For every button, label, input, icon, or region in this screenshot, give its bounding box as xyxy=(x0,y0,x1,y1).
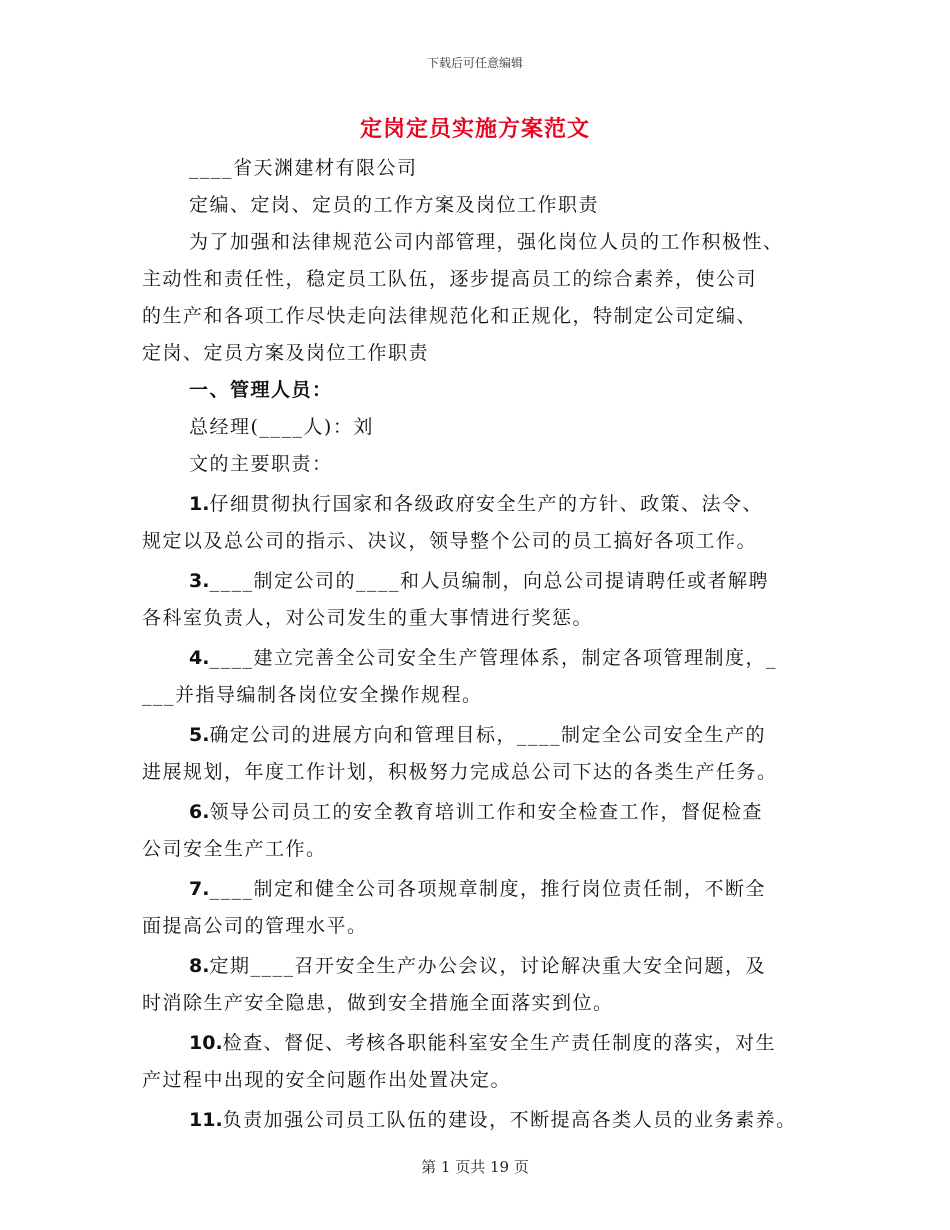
item-text: ____建立完善全公司安全生产管理体系，制定各项管理制度，_ xyxy=(209,647,777,669)
document-body xyxy=(142,150,822,1139)
intro-line-4: 定岗、定员方案及岗位工作职责 xyxy=(142,342,430,364)
gm-line: 总经理(____人)：刘 xyxy=(189,416,374,438)
document-title: 定岗定员实施方案范文 xyxy=(359,116,590,142)
company-line: ____省天渊建材有限公司 xyxy=(189,157,418,179)
list-item xyxy=(142,486,822,523)
item-number: 10. xyxy=(189,1032,223,1054)
item-number: 6. xyxy=(189,801,210,823)
item-number: 11. xyxy=(189,1109,223,1131)
page-header-note: 下载后可任意编辑 xyxy=(426,56,523,70)
item-text: 确定公司的进展方向和管理目标，____制定全公司安全生产的 xyxy=(209,724,766,746)
intro-line-3: 的生产和各项工作尽快走向法律规范化和正规化，特制定公司定编、 xyxy=(142,305,758,327)
item-text: 领导公司员工的安全教育培训工作和安全检查工作，督促检查 xyxy=(209,801,763,823)
subtitle-line: 定编、定岗、定员的工作方案及岗位工作职责 xyxy=(189,194,600,216)
item-number: 7. xyxy=(189,878,210,900)
section-heading: 一、管理人员： xyxy=(189,379,333,401)
page-number: 第 1 页共 19 页 xyxy=(421,1158,529,1176)
item-number: 4. xyxy=(189,647,210,669)
item-number: 8. xyxy=(189,955,210,977)
duties-label: 文的主要职责： xyxy=(189,453,333,475)
item-continuation: 面提高公司的管理水平。 xyxy=(142,915,368,937)
item-continuation: 规定以及总公司的指示、决议，领导整个公司的员工搞好各项工作。 xyxy=(142,530,758,552)
item-continuation: 产过程中出现的安全问题作出处置决定。 xyxy=(142,1069,512,1091)
list-item xyxy=(142,563,822,600)
item-text: 检查、督促、考核各职能科室安全生产责任制度的落实，对生 xyxy=(222,1032,777,1054)
item-text: 仔细贯彻执行国家和各级政府安全生产的方针、政策、法令、 xyxy=(209,493,763,515)
item-text: 定期____召开安全生产办公会议，讨论解决重大安全问题，及 xyxy=(209,955,766,977)
intro-line-1: 为了加强和法律规范公司内部管理，强化岗位人员的工作积极性、 xyxy=(189,231,784,253)
list-item xyxy=(142,871,822,908)
item-number: 3. xyxy=(189,570,210,592)
list-item xyxy=(142,948,822,985)
item-text: ____制定公司的____和人员编制，向总公司提请聘任或者解聘 xyxy=(209,570,769,592)
list-item xyxy=(142,794,822,831)
item-text: ____制定和健全公司各项规章制度，推行岗位责任制，不断全 xyxy=(209,878,766,900)
item-text: 负责加强公司员工队伍的建设，不断提高各类人员的业务素养。 xyxy=(222,1109,797,1131)
item-continuation: 各科室负责人，对公司发生的重大事情进行奖惩。 xyxy=(142,607,594,629)
list-item xyxy=(142,1025,822,1062)
item-number: 5. xyxy=(189,724,210,746)
intro-line-2: 主动性和责任性，稳定员工队伍，逐步提高员工的综合素养，使公司 xyxy=(142,268,758,290)
list-item xyxy=(142,640,822,677)
item-continuation: ___并指导编制各岗位安全操作规程。 xyxy=(142,684,483,706)
item-continuation: 时消除生产安全隐患，做到安全措施全面落实到位。 xyxy=(142,992,614,1014)
list-item xyxy=(142,1102,822,1139)
list-item xyxy=(142,717,822,754)
item-continuation: 进展规划，年度工作计划，积极努力完成总公司下达的各类生产任务。 xyxy=(142,761,778,783)
item-number: 1. xyxy=(189,493,210,515)
item-continuation: 公司安全生产工作。 xyxy=(142,838,327,860)
